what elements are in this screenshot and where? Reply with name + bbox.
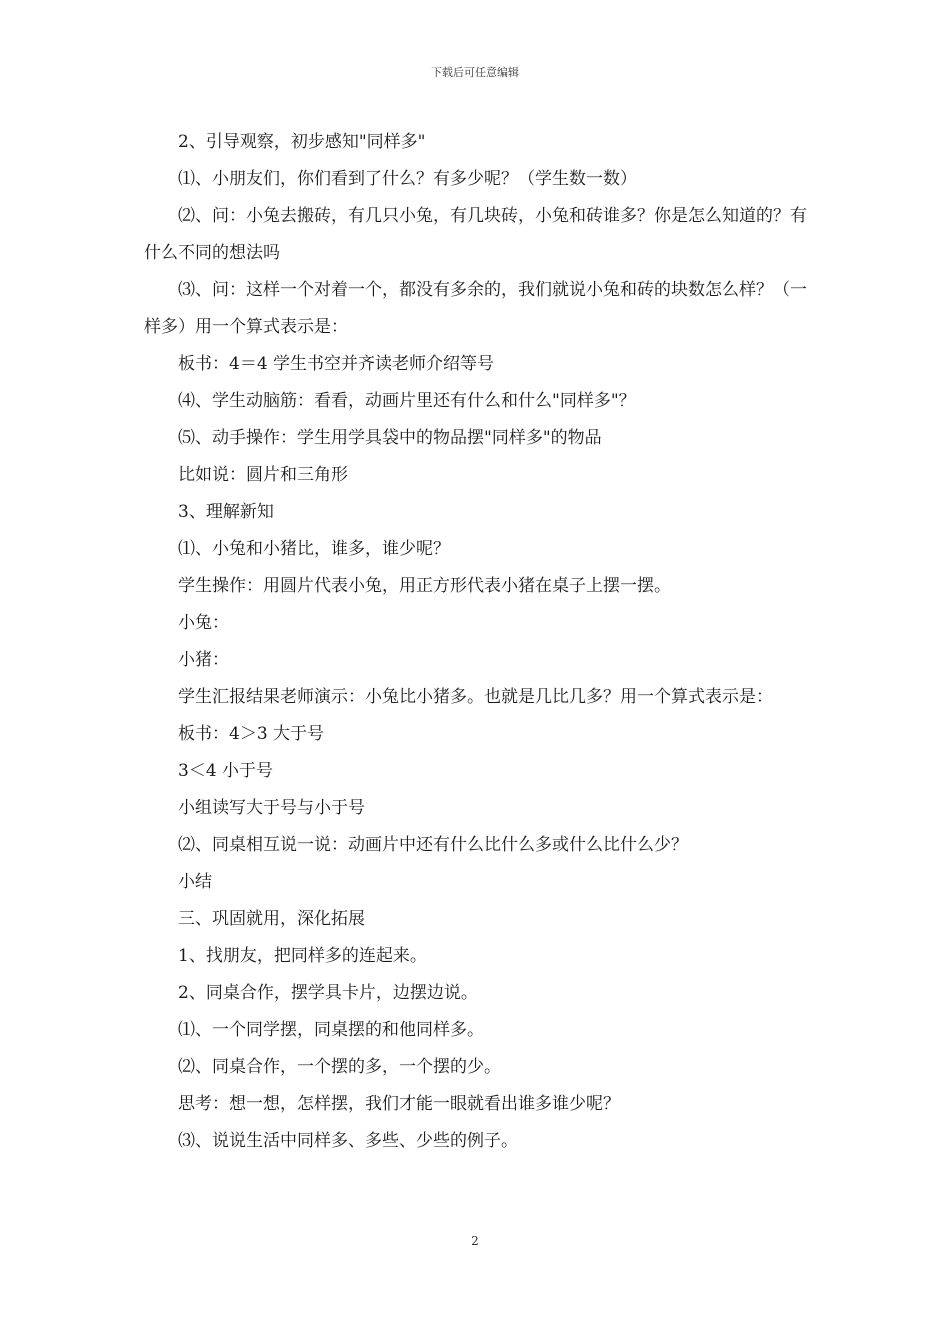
paragraph: 2、引导观察，初步感知"同样多" — [178, 132, 426, 152]
paragraph: ⑵、同桌合作，一个摆的多，一个摆的少。 — [178, 1057, 501, 1077]
paragraph: 2、同桌合作，摆学具卡片，边摆边说。 — [178, 983, 478, 1003]
paragraph: 三、巩固就用，深化拓展 — [178, 909, 365, 929]
paragraph: 3、理解新知 — [178, 502, 274, 522]
paragraph: ⑴、一个同学摆，同桌摆的和他同样多。 — [178, 1020, 484, 1040]
paragraph: 板书：4＝4 学生书空并齐读老师介绍等号 — [178, 354, 495, 374]
paragraph: 小组读写大于号与小于号 — [178, 798, 365, 818]
page-header: 下载后可任意编辑 — [431, 66, 519, 79]
paragraph: ⑶、说说生活中同样多、多些、少些的例子。 — [178, 1131, 518, 1151]
document-body — [144, 124, 808, 1160]
paragraph: 学生汇报结果老师演示：小兔比小猪多。也就是几比几多？用一个算式表示是： — [178, 687, 773, 707]
paragraph: 比如说：圆片和三角形 — [178, 465, 348, 485]
page-number: 2 — [471, 1234, 479, 1248]
paragraph: ⑸、动手操作：学生用学具袋中的物品摆"同样多"的物品 — [178, 428, 602, 448]
paragraph: ⑷、学生动脑筋：看看，动画片里还有什么和什么"同样多"？ — [178, 391, 636, 411]
paragraph: ⑵、同桌相互说一说：动画片中还有什么比什么多或什么比什么少？ — [178, 835, 688, 855]
paragraph: ⑶、问：这样一个对着一个，都没有多余的，我们就说小兔和砖的块数怎么样？（一样多）用一个算式表示是： — [144, 280, 807, 337]
paragraph: 1、找朋友，把同样多的连起来。 — [178, 946, 427, 966]
paragraph: ⑵、问：小兔去搬砖，有几只小兔，有几块砖，小兔和砖谁多？你是怎么知道的？有什么不同的想法吗 — [144, 206, 807, 263]
paragraph: 小兔： — [178, 613, 229, 633]
paragraph: 小结 — [178, 872, 212, 892]
paragraph: ⑴、小朋友们，你们看到了什么？有多少呢？（学生数一数） — [178, 169, 637, 189]
paragraph: 思考：想一想，怎样摆，我们才能一眼就看出谁多谁少呢？ — [178, 1094, 620, 1114]
paragraph: ⑴、小兔和小猪比，谁多，谁少呢？ — [178, 539, 450, 559]
paragraph: 3＜4 小于号 — [178, 761, 274, 781]
paragraph: 板书：4＞3 大于号 — [178, 724, 325, 744]
paragraph: 小猪： — [178, 650, 229, 670]
paragraph: 学生操作：用圆片代表小兔，用正方形代表小猪在桌子上摆一摆。 — [178, 576, 671, 596]
